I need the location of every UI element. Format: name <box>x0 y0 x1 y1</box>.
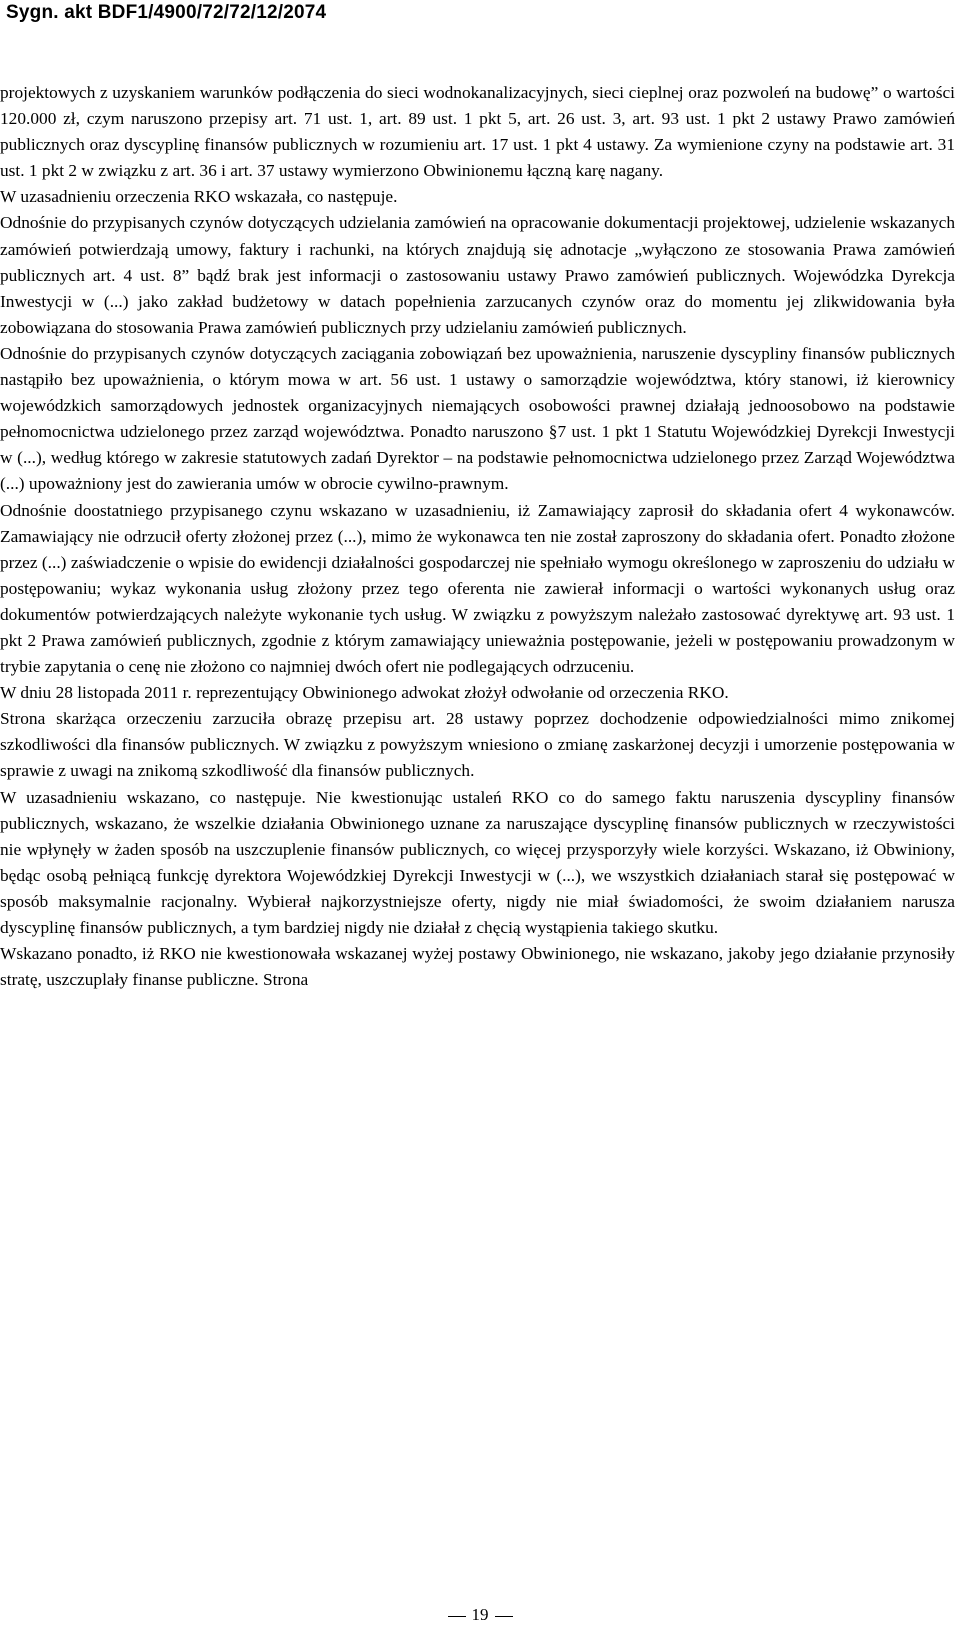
paragraph-appeal-filed: W dniu 28 listopada 2011 r. reprezentujący Obwinionego adwokat złożył odwołanie od orzeczenia RKO. <box>0 683 729 703</box>
paragraph-charges: projektowych z uzyskaniem warunków podłączenia do sieci wodnokanalizacyjnych, sieci cieplnej oraz pozwoleń na budowę” o wartości 120.000 zł, czym naruszono przepisy art. 71 ust. 1, art. 89 ust. 1 pkt 5, art. 26 ust. 3, art. 93 ust. 1 pkt 2 ustawy Prawo zamówień publicznych oraz dyscyplinę finansów publicznych w rozumieniu art. 17 ust. 1 pkt 4 ustawy. Za wymienione czyny na podstawie art. 31 ust. 1 pkt 2 w związku z art. 36 i art. 37 ustawy wymierzono Obwinionemu łączną karę nagany. <box>0 83 955 181</box>
footer-dash-left <box>448 1616 466 1617</box>
page-number: 19 <box>471 1605 489 1624</box>
paragraph-last-charge: Odnośnie doostatniego przypisanego czynu wskazano w uzasadnieniu, iż Zamawiający zaprosił do składania ofert 4 wykonawców. Zamawiający nie odrzucił oferty złożonej przez (...), mimo że wykonawca ten nie został zaproszony do składania ofert. Ponadto złożone przez (...) zaświadczenie o wpisie do ewidencji działalności gospodarczej nie spełniało wymogu określonego w zaproszeniu do udziału w postępowaniu; wykaz wykonania usług złożony przez tego oferenta nie zawierał informacji o wartości wykonanych usług oraz dokumentów potwierdzających należyte wykonanie tych usług. W związku z powyższym należało zastosować dyrektywę art. 93 ust. 1 pkt 2 Prawa zamówień publicznych, zgodnie z którym zamawiający unieważnia postępowanie, jeżeli w postępowaniu prowadzonym w trybie zapytania o cenę nie złożono co najmniej dwóch ofert nie podlegających odrzuceniu. <box>0 500 955 677</box>
case-reference-title: Sygn. akt BDF1/4900/72/72/12/2074 <box>6 2 327 23</box>
paragraph-design-contracts: Odnośnie do przypisanych czynów dotyczących udzielania zamówień na opracowanie dokumentacji projektowej, udzielenie wskazanych zamówień potwierdzają umowy, faktury i rachunki, na których znajdują się adnotacje „wyłączono ze stosowania Prawa zamówień publicznych art. 4 ust. 8” bądź brak jest informacji o zastosowaniu ustawy Prawo zamówień publicznych. Wojewódzka Dyrekcja Inwestycji w (...) jako zakład budżetowy w datach popełnienia zarzucanych czynów oraz do momentu jej zlikwidowania była zobowiązana do stosowania Prawa zamówień publicznych przy udzielaniu zamówień publicznych. <box>0 213 955 337</box>
page-footer <box>0 1605 960 1625</box>
paragraph-unauthorized-obligations: Odnośnie do przypisanych czynów dotyczących zaciągania zobowiązań bez upoważnienia, naruszenie dyscypliny finansów publicznych nastąpiło bez upoważnienia, o którym mowa w art. 56 ust. 1 ustawy o samorządzie województwa, który stanowi, iż kierownicy wojewódzkich samorządowych jednostek organizacyjnych niemających osobowości prawnej działają jednoosobowo na podstawie pełnomocnictwa udzielonego przez zarząd województwa. Ponadto naruszono §7 ust. 1 pkt 1 Statutu Wojewódzkiej Dyrekcji Inwestycji w (...), według którego w zakresie statutowych zadań Dyrektor – na podstawie pełnomocnictwa udzielonego przez Zarząd Województwa (...) upoważniony jest do zawierania umów w obrocie cywilno-prawnym. <box>0 343 955 494</box>
paragraph-appeal-justification: W uzasadnieniu wskazano, co następuje. Nie kwestionując ustaleń RKO co do samego faktu naruszenia dyscypliny finansów publicznych, wskazano, że wszelkie działania Obwinionego uznane za naruszające dyscyplinę finansów publicznych w rzeczywistości nie wpłynęły w żaden sposób na uszczuplenie finansów publicznych, co więcej przysporzyły wiele korzyści. Wskazano, iż Obwiniony, będąc osobą pełniącą funkcję dyrektora Wojewódzkiej Dyrekcji Inwestycji w (...), we wszystkich działaniach starał się postępować w sposób maksymalnie racjonalny. Wybierał najkorzystniejsze oferty, nigdy nie miał świadomości, że swoim działaniem narusza dyscyplinę finansów publicznych, a tym bardziej nigdy nie działał z chęcią wystąpienia takiego skutku. <box>0 787 955 937</box>
footer-dash-right <box>495 1616 513 1617</box>
document-header <box>0 0 960 52</box>
paragraph-further-arguments: Wskazano ponadto, iż RKO nie kwestionowała wskazanej wyżej postawy Obwinionego, nie wskazano, jakoby jego działanie przynosiły stratę, uszczuplały finanse publiczne. Strona <box>0 944 955 990</box>
paragraph-appeal-claims: Strona skarżąca orzeczeniu zarzuciła obrazę przepisu art. 28 ustawy poprzez dochodzenie odpowiedzialności mimo znikomej szkodliwości dla finansów publicznych. W związku z powyższym wniesiono o zmianę zaskarżonej decyzji i umorzenie postępowania w sprawie z uwagi na znikomą szkodliwość dla finansów publicznych. <box>0 709 955 781</box>
paragraph-rko-intro: W uzasadnieniu orzeczenia RKO wskazała, co następuje. <box>0 187 398 207</box>
document-body <box>0 80 955 993</box>
